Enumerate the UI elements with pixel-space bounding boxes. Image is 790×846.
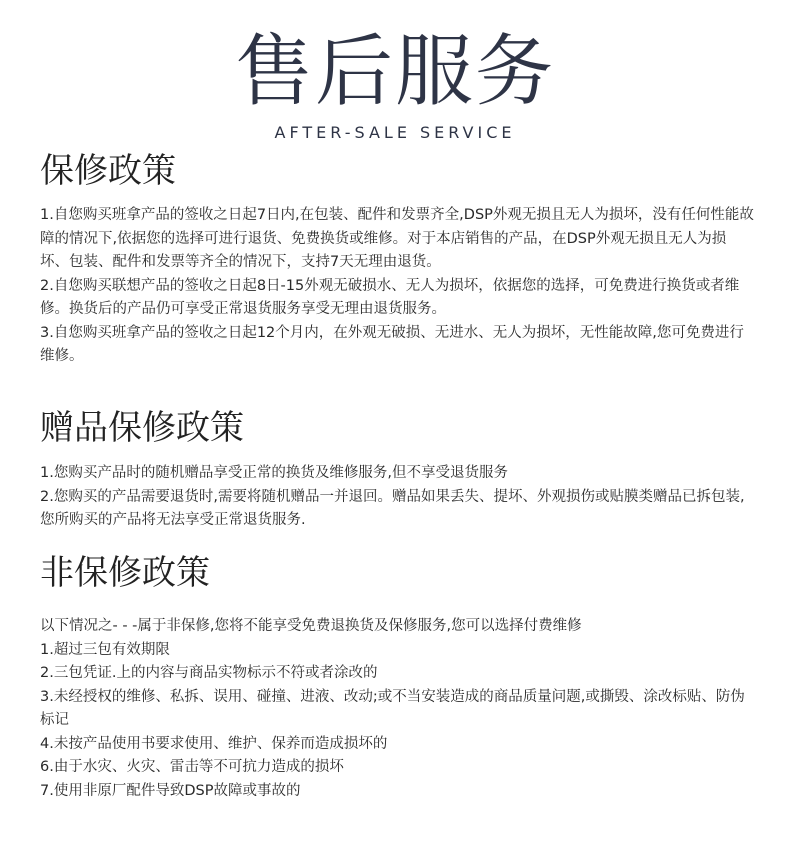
policy-item: 2.自您购买联想产品的签收之日起8日-15外观无破损水、无人为损坏，依据您的选择，可免费进行换货或者维修。换货后的产品仍可享受正常退货服务享受无理由退货服务。 bbox=[40, 277, 740, 317]
section-heading-gift-warranty-policy: 赠品保修政策 bbox=[40, 408, 244, 448]
policy-item: 6.由于水灾、火灾、雷击等不可抗力造成的损坏 bbox=[40, 759, 344, 775]
policy-item: 3.自您购买班拿产品的签收之日起12个月内，在外观无破损、无进水、无人为损坏，无性能故障,您可免费进行维修。 bbox=[40, 324, 744, 364]
policy-item: 以下情况之- - -属于非保修,您将不能享受免费退换货及保修服务,您可以选择付费维修 bbox=[40, 618, 582, 634]
section-body-warranty-policy bbox=[40, 204, 755, 369]
section-body-gift-warranty-policy bbox=[40, 462, 755, 533]
page-title: 售后服务 bbox=[234, 27, 555, 117]
policy-item: 3.未经授权的维修、私拆、误用、碰撞、进液、改动;或不当安装造成的商品质量问题,或撕毁、涂改标贴、防伪标记 bbox=[40, 688, 745, 728]
section-heading-non-warranty-policy: 非保修政策 bbox=[40, 553, 210, 593]
section-body-non-warranty-policy bbox=[40, 615, 755, 803]
policy-item: 1.您购买产品时的随机赠品享受正常的换货及维修服务,但不享受退货服务 bbox=[40, 465, 508, 481]
policy-item: 1.超过三包有效期限 bbox=[40, 641, 170, 658]
section-heading-warranty-policy: 保修政策 bbox=[40, 151, 176, 191]
policy-item: 4.未按产品使用书要求使用、维护、保养而造成损坏的 bbox=[40, 735, 388, 752]
policy-item: 1.自您购买班拿产品的签收之日起7日内,在包装、配件和发票齐全,DSP外观无损且无人为损坏，没有任何性能故障的情况下,依据您的选择可进行退货、免费换货或维修。对于本店销售的产品，在DSP外观无损且无人为损坏、包装、配件和发票等齐全的情况下，支持7天无理由退货。 bbox=[40, 207, 754, 270]
policy-item: 7.使用非原厂配件导致DSP故障或事故的 bbox=[40, 782, 301, 799]
policy-item: 2.三包凭证.上的内容与商品实物标示不符或者涂改的 bbox=[40, 665, 378, 681]
policy-item: 2.您购买的产品需要退货时,需要将随机赠品一并退回。赠品如果丢失、提坏、外观损伤或贴膜类赠品已拆包装,您所购买的产品将无法享受正常退货服务. bbox=[40, 488, 745, 528]
page-subtitle: AFTER-SALE SERVICE bbox=[274, 123, 516, 142]
